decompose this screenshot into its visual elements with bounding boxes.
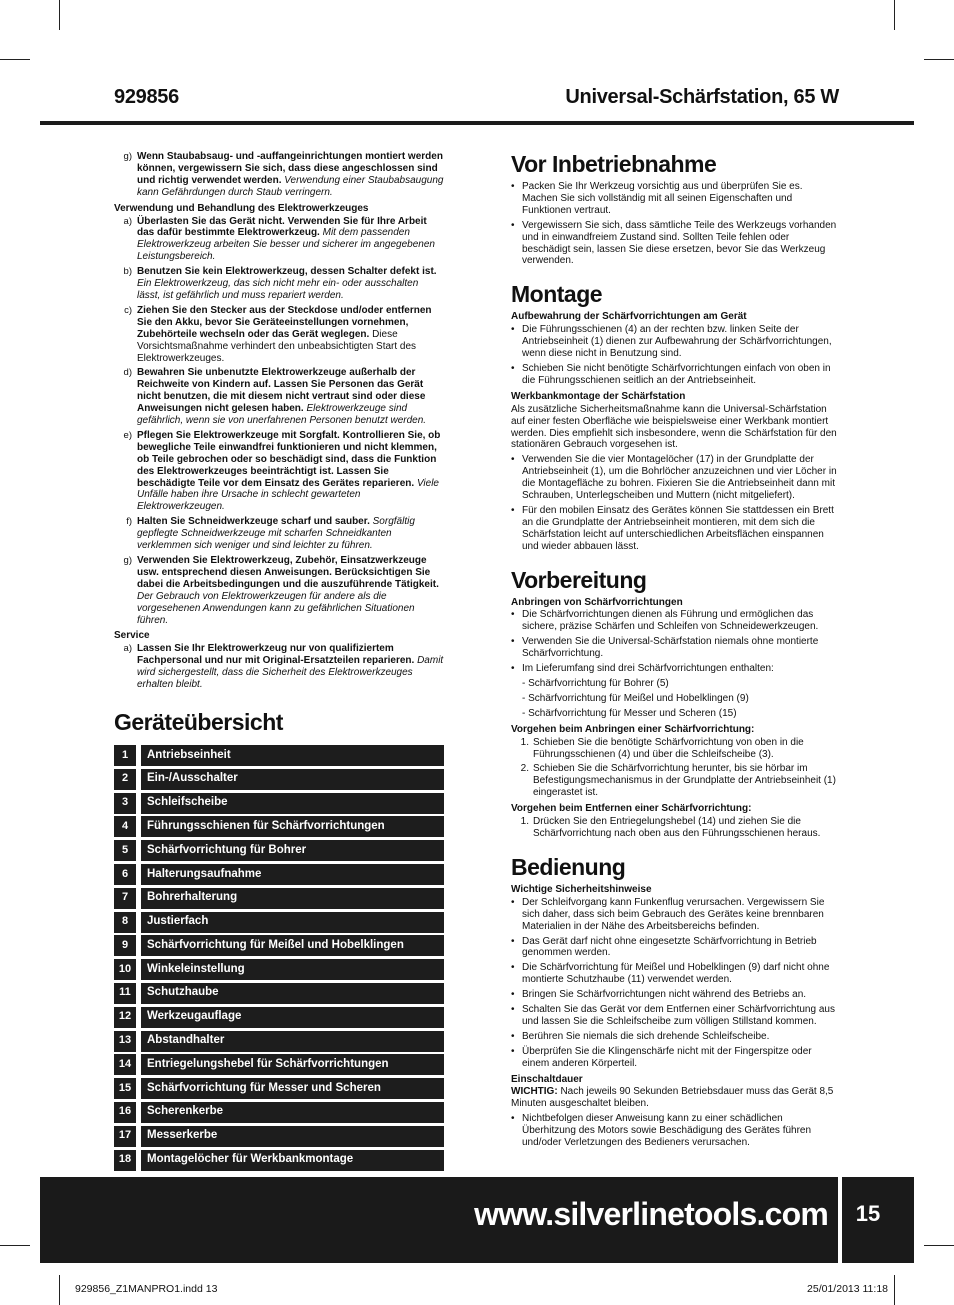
part-label: Entriegelungshebel für Schärfvorrichtungen: [141, 1054, 444, 1075]
item-plain: Diese Vorsichtsmaßnahme verhindert den unbeabsichtigten Start des Elektrowerkzeuges.: [137, 328, 417, 364]
product-number: 929856: [114, 86, 179, 108]
item-marker: e): [123, 429, 132, 441]
subhead-einschaltdauer: Einschaltdauer: [511, 1073, 583, 1085]
item-bold: Überlasten Sie das Gerät nicht. Verwenden Sie für Ihre Arbeit das dafür bestimmte Elektrowerkzeug.: [137, 215, 427, 239]
part-label: Schärfvorrichtung für Bohrer: [141, 840, 444, 861]
bullet-text: Verwenden Sie die Universal-Schärfstation niemals ohne montierte Schärfvorrichtung.: [522, 636, 819, 660]
item-italic: Ein Elektrowerkzeug, das sich nicht mehr ein- oder ausschalten lässt, ist gefährlich und muss repariert werden.: [137, 278, 419, 301]
parts-heading: Geräteübersicht: [114, 708, 283, 735]
step-item: [511, 763, 839, 799]
subhead-service: Service: [114, 630, 150, 642]
einschalt-text: Nach jeweils 90 Sekunden Betriebsdauer muss das Gerät 8,5 Minuten ausgeschaltet bleiben.: [511, 1086, 834, 1110]
part-number: 12: [114, 1007, 136, 1028]
bullet-text: Berühren Sie niemals die sich drehende Schleifscheibe.: [522, 1030, 770, 1042]
item-italic: Viele Unfälle haben ihre Ursache in schlecht gewarteten Elektrowerkzeugen.: [137, 477, 439, 513]
heading-montage: Montage: [511, 281, 603, 308]
item-bold: Ziehen Sie den Stecker aus der Steckdose und/oder entfernen Sie den Akku, bevor Sie Geräteeinstellungen vornehmen, Zubehörteile wechseln oder das Gerät weglegen.: [137, 304, 432, 340]
bullet-text: Schalten Sie das Gerät vor dem Entfernen einer Schärfvorrichtung aus und lassen Sie die Schleifscheibe zum völligen Stillstand kommen.: [522, 1004, 835, 1027]
bullet-icon: •: [511, 609, 515, 621]
part-row: [114, 1007, 444, 1028]
part-label: Bohrerhalterung: [141, 888, 444, 909]
part-row: [114, 959, 444, 980]
dash-item: - Schärfvorrichtung für Messer und Scheren (15): [522, 707, 737, 719]
part-row: [114, 840, 444, 861]
bullet-icon: •: [511, 935, 515, 947]
crop-mark: [59, 1275, 60, 1305]
bullet-item: [511, 181, 839, 217]
part-number: 1: [114, 745, 136, 766]
bullet-item: [511, 1004, 839, 1028]
part-row: [114, 935, 444, 956]
part-number: 13: [114, 1031, 136, 1052]
item-bold: Wenn Staubabsaug- und -auffangeinrichtungen montiert werden können, vergewissern Sie sich, dass diese angeschlossen sind und richtig verwendet werden.: [137, 151, 443, 186]
bullet-text: Vergewissern Sie sich, dass sämtliche Teile des Werkzeugs vorhanden und in einwandfreiem Zustand sind. Sollten Teile fehlen oder beschädigt sein, lassen Sie diese ersetzen, bevor Sie das Werkzeug verwenden.: [522, 219, 837, 267]
safety-item: [114, 430, 444, 513]
bullet-text: Die Schärfvorrichtung für Meißel und Hobelklingen (9) darf nicht ohne montierte Schutzhaube (11) verwendet werden.: [522, 962, 830, 986]
bullet-text: Der Schleifvorgang kann Funkenflug verursachen. Vergewissern Sie sich daher, dass sich beim Gebrauch des Gerätes keine brennbaren Materialien in der Nähe des Arbeitsbereichs befinden.: [522, 896, 825, 932]
left-column: [114, 151, 444, 1173]
bullet-icon: •: [511, 504, 515, 516]
safety-item: [114, 305, 444, 365]
step-text: Schieben Sie die benötigte Schärfvorrichtung von oben in die Führungsschienen (4) und über die Schleifscheibe (3).: [533, 736, 804, 760]
crop-mark: [894, 0, 895, 30]
part-number: 4: [114, 816, 136, 837]
crop-mark: [924, 1245, 954, 1246]
einschalt-label: WICHTIG:: [511, 1086, 558, 1098]
safety-item: [114, 367, 444, 427]
item-marker: g): [123, 151, 132, 162]
anbringen-dashes: [511, 678, 839, 720]
subhead-sicherheit: Wichtige Sicherheitshinweise: [511, 883, 652, 895]
service-list: [114, 643, 444, 691]
part-number: 11: [114, 983, 136, 1004]
item-bold: Lassen Sie Ihr Elektrowerkzeug nur von qualifiziertem Fachpersonal und nur mit Original-Ersatzteilen reparieren.: [137, 643, 415, 667]
part-label: Antriebseinheit: [141, 745, 444, 766]
part-row: [114, 1078, 444, 1099]
part-row: [114, 1031, 444, 1052]
safety-item-g-top: [114, 151, 444, 199]
vor-bullets: [511, 181, 839, 267]
bullet-text: Die Führungsschienen (4) an der rechten bzw. linken Seite der Antriebseinheit (1) dienen zur Aufbewahrung der Schärfvorrichtungen, wenn diese nicht in Benutzung sind.: [522, 324, 832, 360]
item-bold: Bewahren Sie unbenutzte Elektrowerkzeuge außerhalb der Reichweite von Kindern auf. Lassen Sie Personen das Gerät nicht benutzen, die mit diesem nicht vertraut sind oder diese Anweisungen nicht gelesen haben.: [137, 367, 426, 415]
bullet-icon: •: [511, 663, 515, 675]
subhead-vorgehen-entfernen: Vorgehen beim Entfernen einer Schärfvorrichtung:: [511, 803, 752, 815]
part-row: [114, 1102, 444, 1123]
parts-list: [114, 745, 444, 1171]
part-row: [114, 769, 444, 790]
crop-mark: [59, 0, 60, 30]
item-italic: Elektrowerkzeuge sind gefährlich, wenn sie von unerfahrenen Personen benutzt werden.: [137, 403, 427, 427]
einschalt-bullets: [511, 1113, 839, 1149]
step-number: 1.: [520, 816, 529, 828]
part-label: Messerkerbe: [141, 1126, 444, 1147]
anbringen-bullets: [511, 609, 839, 675]
bullet-text: Verwenden Sie die vier Montagelöcher (17) in der Grundplatte der Antriebseinheit (1), um die Bohrlöcher anzuzeichnen und vier Löcher in die Montagefläche zu bohren. Fixieren Sie die Antriebseinheit dann mit Schrauben, Unterlegscheiben und Muttern (nicht mitgeliefert).: [522, 454, 837, 502]
bullet-item: [511, 897, 839, 933]
item-italic: Der Gebrauch von Elektrowerkzeugen für andere als die vorgesehenen Anwendungen kann zu gefährlichen Situationen führen.: [137, 590, 415, 626]
item-marker: c): [124, 304, 132, 316]
part-number: 10: [114, 959, 136, 980]
item-marker: b): [123, 266, 132, 278]
anbringen-steps: [511, 737, 839, 800]
part-number: 16: [114, 1102, 136, 1123]
part-number: 15: [114, 1078, 136, 1099]
step-text: Schieben Sie die Schärfvorrichtung herunter, bis sie hörbar im Befestigungsmechanismus in der Grundplatte der Antriebseinheit (1) eingerastet ist.: [533, 763, 836, 799]
step-number: 1.: [520, 736, 529, 748]
bullet-icon: •: [511, 1045, 515, 1057]
bullet-item: [511, 1046, 839, 1070]
file-slug: 929856_Z1MANPRO1.indd 13: [75, 1283, 218, 1295]
part-row: [114, 912, 444, 933]
safety-item: [114, 266, 444, 302]
usage-list: [114, 216, 444, 627]
item-marker: a): [123, 215, 132, 227]
part-number: 8: [114, 912, 136, 933]
crop-mark: [0, 1245, 30, 1246]
dash-item: - Schärfvorrichtung für Bohrer (5): [522, 678, 669, 689]
item-italic: Verwendung einer Staubabsaugung kann Gefährdungen durch Staub verringern.: [137, 174, 444, 198]
website-link[interactable]: www.silverlinetools.com: [474, 1195, 828, 1232]
product-title: Universal-Schärfstation, 65 W: [565, 86, 839, 108]
part-number: 2: [114, 769, 136, 790]
part-label: Führungsschienen für Schärfvorrichtungen: [141, 816, 444, 837]
part-label: Schleifscheibe: [141, 793, 444, 814]
part-row: [114, 1150, 444, 1171]
step-number: 2.: [520, 763, 529, 775]
bullet-icon: •: [511, 896, 515, 908]
step-text: Drücken Sie den Entriegelungshebel (14) und ziehen Sie die Schärfvorrichtung nach oben aus den Führungsschienen heraus.: [533, 816, 821, 839]
subhead-aufbewahrung: Aufbewahrung der Schärfvorrichtungen am Gerät: [511, 311, 747, 323]
item-marker: a): [123, 643, 132, 655]
subhead-anbringen: Anbringen von Schärfvorrichtungen: [511, 596, 683, 608]
heading-bedienung: Bedienung: [511, 853, 626, 880]
sicherheit-bullets: [511, 897, 839, 1070]
safety-item: [114, 643, 444, 691]
part-row: [114, 864, 444, 885]
part-label: Halterungsaufnahme: [141, 864, 444, 885]
bullet-item: [511, 936, 839, 960]
item-text: [137, 305, 444, 365]
subhead-werkbank: Werkbankmontage der Schärfstation: [511, 390, 686, 402]
bullet-item: [511, 1113, 839, 1149]
bullet-icon: •: [511, 636, 515, 648]
bullet-text: Schieben Sie nicht benötigte Schärfvorrichtungen einfach von oben in die Führungsschienen seitlich an der Antriebseinheit.: [522, 362, 831, 386]
part-number: 18: [114, 1150, 136, 1171]
bullet-icon: •: [511, 1004, 515, 1016]
bullet-item: [511, 363, 839, 387]
entfernen-steps: [511, 816, 839, 840]
step-item: [511, 816, 839, 840]
right-column: [511, 151, 839, 1152]
bullet-item: [511, 962, 839, 986]
heading-vor-inbetriebnahme: Vor Inbetriebnahme: [511, 151, 717, 177]
bullet-item: [511, 220, 839, 268]
item-bold: Verwenden Sie Elektrowerkzeug, Zubehör, Einsatzwerkzeuge usw. entsprechend diesen Anweisungen. Berücksichtigen Sie dabei die Arbeitsbedingungen und die auszuführende Tätigkeit.: [137, 555, 439, 590]
einschalt-paragraph: [511, 1086, 839, 1110]
part-row: [114, 793, 444, 814]
part-row: [114, 983, 444, 1004]
bullet-text: Packen Sie Ihr Werkzeug vorsichtig aus und überprüfen Sie es. Machen Sie sich vollständig mit all seinen Eigenschaften und Funktionen vertraut.: [522, 181, 803, 216]
part-row: [114, 816, 444, 837]
bullet-icon: •: [511, 1113, 515, 1125]
part-number: 7: [114, 888, 136, 909]
bullet-item: [511, 454, 839, 502]
item-text: [137, 555, 444, 626]
safety-item: [114, 216, 444, 264]
safety-item: [114, 555, 444, 626]
crop-mark: [894, 1275, 895, 1305]
step-item: [511, 737, 839, 761]
bullet-icon: •: [511, 454, 515, 466]
bullet-icon: •: [511, 962, 515, 974]
heading-vorbereitung: Vorbereitung: [511, 566, 647, 593]
page-number: 15: [855, 1201, 881, 1226]
part-label: Montagelöcher für Werkbankmontage: [141, 1150, 444, 1171]
part-number: 6: [114, 864, 136, 885]
part-row: [114, 1054, 444, 1075]
bullet-text: Nichtbefolgen dieser Anweisung kann zu einer schädlichen Überhitzung des Motors sowie Beschädigung des Gerätes führen und/oder Verletzungen des Bedieners verursachen.: [522, 1113, 812, 1149]
bullet-item: [511, 505, 839, 553]
safety-item: [114, 516, 444, 552]
item-text: [137, 216, 444, 264]
part-label: Schutzhaube: [141, 983, 444, 1004]
date-slug: 25/01/2013 11:18: [807, 1283, 888, 1295]
part-label: Justierfach: [141, 912, 444, 933]
part-row: [114, 1126, 444, 1147]
crop-mark: [0, 59, 30, 60]
item-text: [137, 266, 444, 302]
item-italic: Damit wird sichergestellt, dass die Sicherheit des Elektrowerkzeuges erhalten bleibt.: [137, 655, 444, 691]
bullet-text: Das Gerät darf nicht ohne eingesetzte Schärfvorrichtung in Betrieb genommen werden.: [522, 935, 817, 959]
bullet-text: Im Lieferumfang sind drei Schärfvorrichtungen enthalten:: [522, 663, 774, 675]
bullet-item: [511, 1031, 839, 1043]
item-marker: f): [126, 516, 132, 528]
item-bold: Benutzen Sie kein Elektrowerkzeug, dessen Schalter defekt ist.: [137, 266, 437, 278]
werkbank-paragraph: Als zusätzliche Sicherheitsmaßnahme kann die Universal-Schärfstation auf einer festen Oberfläche wie beispielsweise einer Werkbank montiert werden. Dies empfiehlt sich insbesondere, wenn die Schärfstation für den stationären Gebrauch vorgesehen ist.: [511, 403, 837, 451]
part-row: [114, 888, 444, 909]
item-text: [137, 643, 444, 691]
bullet-icon: •: [511, 324, 515, 336]
bullet-text: Bringen Sie Schärfvorrichtungen nicht während des Betriebs an.: [522, 989, 807, 1001]
bullet-item: [511, 989, 839, 1001]
part-number: 9: [114, 935, 136, 956]
part-label: Schärfvorrichtung für Messer und Scheren: [141, 1078, 444, 1099]
item-marker: d): [123, 367, 132, 379]
bullet-item: [511, 609, 839, 633]
bullet-item: [511, 663, 839, 675]
item-text: [137, 430, 444, 513]
werkbank-bullets: [511, 454, 839, 552]
subhead-vorgehen-anbringen: Vorgehen beim Anbringen einer Schärfvorrichtung:: [511, 723, 755, 735]
item-text: [137, 367, 444, 427]
part-label: Werkzeugauflage: [141, 1007, 444, 1028]
item-italic: Mit dem passenden Elektrowerkzeug arbeiten Sie besser und sicherer im angegebenen Leistungsbereich.: [137, 227, 435, 263]
item-bold: Halten Sie Schneidwerkzeuge scharf und sauber.: [137, 516, 370, 528]
bullet-item: [511, 324, 839, 360]
part-label: Scherenkerbe: [141, 1102, 444, 1123]
bullet-icon: •: [511, 1030, 515, 1042]
item-italic: Sorgfältig gepflegte Schneidwerkzeuge mit scharfen Schneidkanten verklemmen sich weniger und sind leichter zu führen.: [137, 516, 415, 552]
part-number: 17: [114, 1126, 136, 1147]
part-number: 5: [114, 840, 136, 861]
item-bold: Pflegen Sie Elektrowerkzeuge mit Sorgfalt. Kontrollieren Sie, ob bewegliche Teile einwandfrei funktionieren und nicht klemmen, ob Teile gebrochen oder so beschädigt sind, dass die Funktion des Elektrowerkzeuges beeinträchtigt ist. Lassen Sie beschädigte Teile vor dem Einsatz des Gerätes reparieren.: [137, 429, 441, 489]
part-label: Ein-/Ausschalter: [141, 769, 444, 790]
dash-item: - Schärfvorrichtung für Meißel und Hobelklingen (9): [522, 692, 749, 704]
bullet-icon: •: [511, 362, 515, 374]
part-number: 14: [114, 1054, 136, 1075]
item-text: [137, 516, 444, 552]
aufbewahrung-bullets: [511, 324, 839, 387]
part-number: 3: [114, 793, 136, 814]
part-label: Abstandhalter: [141, 1031, 444, 1052]
header-rule: [40, 121, 914, 125]
crop-mark: [924, 59, 954, 60]
bullet-icon: •: [511, 181, 515, 192]
bullet-text: Für den mobilen Einsatz des Gerätes können Sie stattdessen ein Brett an die Grundplatte der Antriebseinheit montieren, mit dem sich die Schärfstation leicht auf unterschiedlichen Arbeitsflächen einspannen und wieder abbauen lässt.: [522, 504, 834, 552]
part-row: [114, 745, 444, 766]
subhead-usage: Verwendung und Behandlung des Elektrowerkzeuges: [114, 202, 369, 214]
bullet-text: Die Schärfvorrichtungen dienen als Führung und ermöglichen das sichere, präzise Schärfen und Schleifen von Schneidewerkzeugen.: [522, 609, 819, 633]
item-marker: g): [123, 555, 132, 566]
part-label: Winkeleinstellung: [141, 959, 444, 980]
bullet-icon: •: [511, 989, 515, 1001]
bullet-icon: •: [511, 219, 515, 231]
part-label: Schärfvorrichtung für Meißel und Hobelklingen: [141, 935, 444, 956]
bullet-item: [511, 636, 839, 660]
bullet-text: Überprüfen Sie die Klingenschärfe nicht mit der Fingerspitze oder einem anderen Körperteil.: [522, 1045, 812, 1069]
